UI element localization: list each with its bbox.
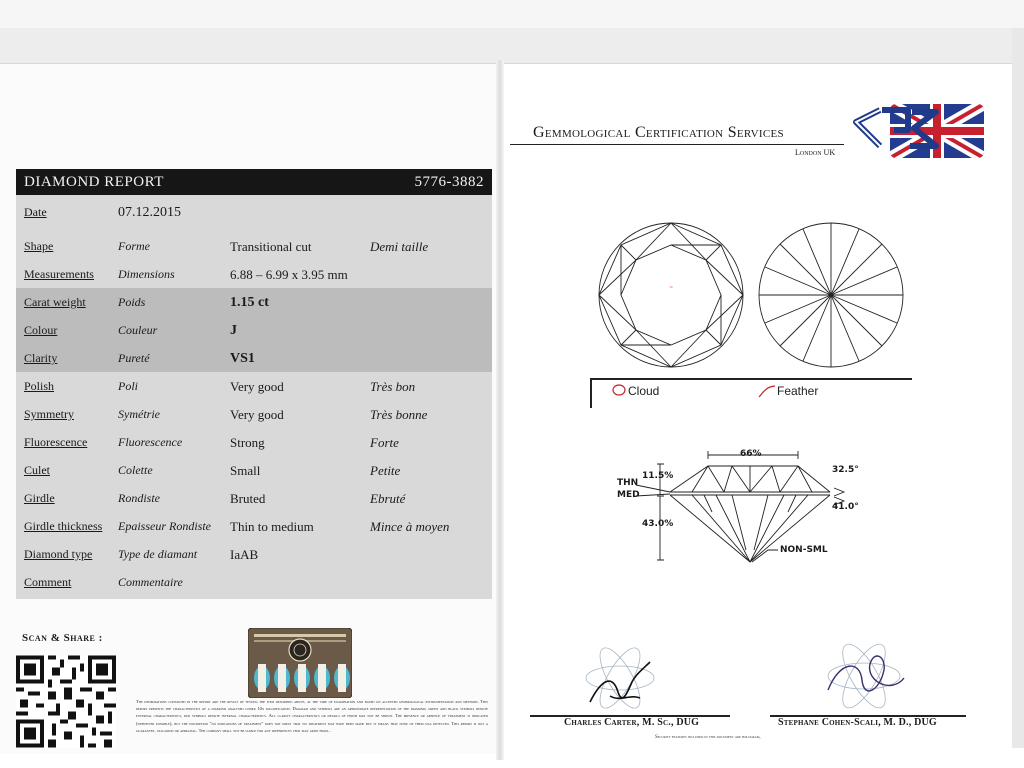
row-value: Very good [230, 407, 284, 422]
culet-label: NON-SML [780, 545, 828, 555]
cloud-symbol-icon [611, 383, 627, 397]
row-fr-value: Petite [370, 463, 401, 478]
row-value: 07.12.2015 [118, 205, 181, 220]
row-fr-label: Commentaire [118, 575, 183, 589]
crown-view-diagram [599, 223, 743, 367]
row-label: Carat weight [24, 295, 86, 309]
row-fluorescence [16, 428, 492, 456]
company-name: Gemmological Certification Services [533, 124, 784, 141]
row-girdle [16, 484, 492, 512]
signatory-right: Stephane Cohen-Scali, M. D., DUG [778, 717, 937, 728]
scan-band [0, 28, 1024, 64]
row-fr-label: Colette [118, 463, 153, 477]
row-fr-label: Dimensions [118, 267, 175, 281]
row-clarity [16, 344, 492, 372]
row-fr-label: Poids [118, 295, 146, 309]
disclaimer-text: The informations contained in the report are the result of testing the item described above, at the time of examination and based on accepted gemmological instrumentation and methods. This report presents the characteristics of a diamond analysed under 10x magnification. Diagram and symbols are an approximate representation of the diamond; green and black symbols denote external characteristics, red symbols denote internal characteristics. All clarity characteristics or details of finish may not be shown. The presence or absence of treatment is indicated (whenever possible), but the inscription "no indications of treatment" does not imply that no treatment may have been made but it means that none of them was detected. This report is not a guarantee, valuation or appraisal. The company shall not be liable for any differences that may arise from... [136, 699, 488, 733]
pavilion-depth: 43.0% [642, 519, 674, 529]
row-value: Small [230, 463, 261, 478]
row-value: 6.88 – 6.99 x 3.95 mm [230, 267, 348, 282]
row-value: Very good [230, 379, 284, 394]
row-fr-value: Ebruté [370, 491, 406, 506]
row-fr-label: Epaisseur Rondiste [118, 519, 211, 533]
row-diamond-type [16, 540, 492, 568]
row-fr-label: Forme [118, 239, 150, 253]
row-label: Comment [24, 575, 72, 589]
pavilion-angle: 41.0° [832, 502, 859, 512]
signatory-left: Charles Carter, M. Sc., DUG [564, 717, 700, 728]
row-colour [16, 316, 492, 344]
row-label: Shape [24, 239, 54, 253]
row-fr-value: Mince à moyen [370, 519, 450, 534]
row-value: Strong [230, 435, 265, 450]
row-label: Date [24, 205, 47, 219]
scan-margin-top [0, 0, 1024, 28]
report-number: 5776-3882 [414, 173, 484, 190]
row-comment [16, 568, 492, 596]
crown-height: 11.5% [642, 471, 674, 481]
signature-left-icon [560, 632, 680, 718]
row-fr-label: Rondiste [118, 491, 160, 505]
company-location: London UK [795, 148, 836, 157]
legend-feather-label: Feather [777, 384, 819, 398]
signature-right-icon [800, 630, 930, 716]
row-label: Colour [24, 323, 58, 337]
row-value: VS1 [230, 351, 255, 366]
row-culet [16, 456, 492, 484]
row-date [16, 198, 492, 226]
row-fr-value: Très bonne [370, 407, 428, 422]
row-label: Culet [24, 463, 50, 477]
row-label: Measurements [24, 267, 94, 281]
scan-margin-right [1012, 28, 1024, 748]
row-value: 1.15 ct [230, 295, 269, 310]
row-shape [16, 232, 492, 260]
legend-cloud-label: Cloud [628, 384, 660, 398]
row-fr-label: Couleur [118, 323, 158, 337]
row-symmetry [16, 400, 492, 428]
row-label: Fluorescence [24, 435, 88, 449]
hologram-seal-icon [248, 628, 352, 698]
page-fold [496, 60, 504, 760]
crown-angle: 32.5° [832, 465, 859, 475]
row-girdle-thickness [16, 512, 492, 540]
row-label: Diamond type [24, 547, 93, 561]
title-divider [510, 144, 844, 145]
row-carat-weight [16, 288, 492, 316]
pavilion-view-diagram [759, 223, 903, 367]
security-note: Security features included in this document are hologram, [655, 735, 761, 740]
row-fr-value: Demi taille [370, 239, 429, 254]
svg-text:~: ~ [669, 285, 674, 291]
row-value: Bruted [230, 491, 266, 506]
row-label: Clarity [24, 351, 58, 365]
qr-code-icon[interactable] [16, 655, 116, 748]
girdle-thin-label: THN [617, 478, 639, 488]
row-fr-label: Fluorescence [118, 435, 183, 449]
row-fr-value: Très bon [370, 379, 416, 394]
row-value: J [230, 323, 237, 338]
report-table [16, 195, 492, 599]
gcs-logo-icon [850, 100, 986, 160]
row-polish [16, 372, 492, 400]
row-label: Girdle [24, 491, 55, 505]
row-fr-label: Poli [118, 379, 138, 393]
row-measurements [16, 260, 492, 288]
row-fr-label: Pureté [118, 351, 150, 365]
row-fr-label: Symétrie [118, 407, 160, 421]
row-fr-value: Forte [370, 435, 399, 450]
row-value: IaAB [230, 547, 259, 562]
row-value: Transitional cut [230, 239, 312, 254]
girdle-med-label: MED [617, 490, 640, 500]
scan-share-label: Scan & Share : [22, 632, 103, 644]
row-label: Girdle thickness [24, 519, 103, 533]
row-label: Polish [24, 379, 55, 393]
row-value: Thin to medium [230, 519, 314, 534]
row-fr-label: Type de diamant [118, 547, 198, 561]
report-header [16, 169, 492, 195]
clarity-plot-diagram [590, 215, 920, 375]
row-label: Symmetry [24, 407, 74, 421]
feather-symbol-icon [757, 383, 777, 399]
table-percent: 66% [740, 449, 762, 459]
report-title: DIAMOND REPORT [24, 173, 164, 190]
